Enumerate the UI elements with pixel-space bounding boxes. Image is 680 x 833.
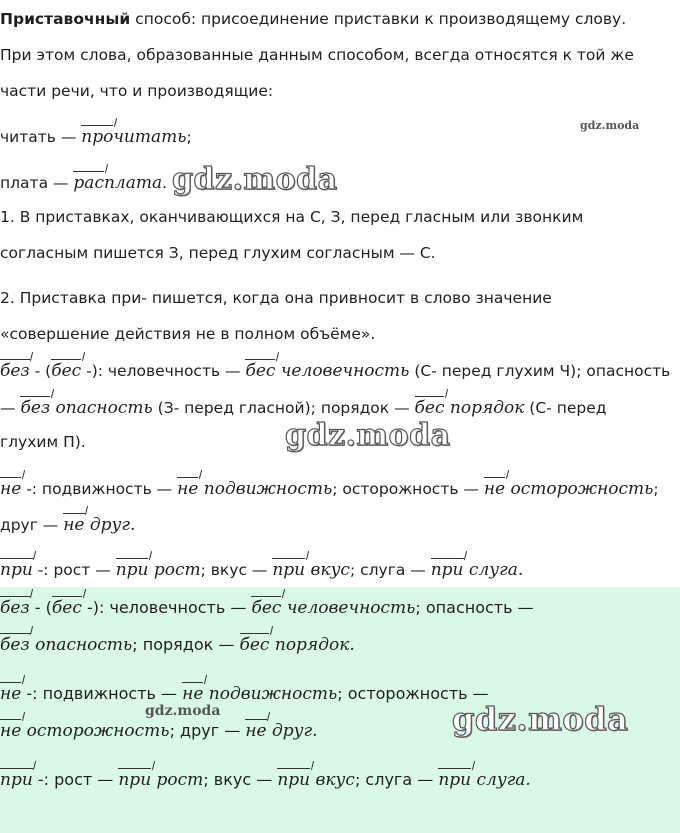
text: ; друг — bbox=[169, 721, 246, 740]
prefix-mark: бес bbox=[52, 595, 82, 619]
word-stem: порядок bbox=[444, 398, 525, 418]
text: ; bbox=[653, 480, 659, 498]
prefix-mark: про bbox=[81, 124, 113, 148]
word-stem: человечность bbox=[281, 598, 416, 618]
example-plata bbox=[0, 170, 167, 194]
word-stem: друг. bbox=[84, 515, 136, 535]
text: друг — bbox=[0, 516, 64, 534]
word-stem: осторожность bbox=[505, 479, 654, 499]
term-definition: способ: присоединение приставки к производящему слову. bbox=[130, 10, 627, 28]
prefix-mark: не bbox=[484, 476, 505, 500]
text: ; порядок — bbox=[132, 635, 240, 654]
prefix-mark: бес bbox=[245, 358, 275, 382]
text: ; вкус — bbox=[203, 770, 278, 789]
rule1-line-2: согласным пишется З, перед глухим согласным — С. bbox=[0, 244, 436, 262]
text: ; вкус — bbox=[200, 561, 273, 579]
green-bez-line-2 bbox=[0, 632, 355, 656]
word-stem: рост bbox=[148, 560, 201, 580]
term-bold: Приставочный bbox=[0, 10, 131, 28]
text: -: подвижность — bbox=[21, 684, 183, 703]
text: — bbox=[0, 399, 21, 417]
rule2-line-2: «совершение действия не в полном объёме». bbox=[0, 325, 376, 343]
text: -: рост — bbox=[32, 770, 119, 789]
text: -: подвижность — bbox=[21, 480, 178, 498]
prefix-mark: бес bbox=[240, 632, 270, 656]
text: (С- перед глухим Ч); опасность bbox=[409, 362, 671, 380]
word-stem: осторожность bbox=[21, 721, 170, 741]
watermark-large: gdz.moda bbox=[285, 418, 451, 453]
example-stem: читать bbox=[113, 127, 187, 147]
watermark-large: gdz.moda bbox=[172, 162, 338, 197]
word-stem: порядок. bbox=[269, 635, 355, 655]
prefix-mark: при bbox=[272, 557, 305, 581]
example-source: плата — bbox=[0, 174, 74, 192]
prefix-mark: не bbox=[0, 681, 21, 705]
prefix-mark: не bbox=[0, 476, 21, 500]
prefix-mark: рас bbox=[73, 170, 104, 194]
word-stem: рост bbox=[151, 770, 204, 790]
text: ; опасность — bbox=[415, 598, 534, 617]
prefix-mark: не bbox=[177, 476, 198, 500]
prefix-mark: не bbox=[245, 718, 266, 742]
word-stem: подвижность bbox=[203, 684, 338, 704]
prefix-mark: при bbox=[0, 767, 33, 791]
green-bez-line-1 bbox=[0, 595, 534, 619]
word-stem: слуга. bbox=[463, 560, 524, 580]
intro-line-2: При этом слова, образованные данным способом, всегда относятся к той же bbox=[0, 46, 634, 64]
prefix-mark: при bbox=[277, 767, 310, 791]
green-ne-line-1 bbox=[0, 681, 489, 705]
prefix-mark: без bbox=[20, 395, 50, 419]
green-pri-line bbox=[0, 767, 531, 791]
prefix-mark: бес bbox=[251, 595, 281, 619]
prefix-mark: не bbox=[0, 718, 21, 742]
word-stem: вкус bbox=[305, 560, 350, 580]
prefix-mark: без bbox=[0, 595, 30, 619]
word-stem: слуга. bbox=[471, 770, 531, 790]
watermark-small: gdz.moda bbox=[145, 703, 221, 719]
word-stem: человечность bbox=[275, 361, 410, 381]
prefix-mark: без bbox=[0, 358, 30, 382]
punct: ; bbox=[186, 128, 192, 146]
text: -: рост — bbox=[32, 561, 116, 579]
text: ; слуга — bbox=[354, 770, 439, 789]
word-stem: подвижность bbox=[198, 479, 333, 499]
bez-line-1 bbox=[0, 358, 670, 382]
prefix-mark: при bbox=[431, 557, 464, 581]
text: (С- перед bbox=[524, 399, 607, 417]
word-stem: друг. bbox=[266, 721, 318, 741]
example-chitat bbox=[0, 124, 192, 148]
ne-line-2 bbox=[0, 512, 135, 536]
example-source: читать — bbox=[0, 128, 82, 146]
rule2-line-1: 2. Приставка при- пишется, когда она привносит в слово значение bbox=[0, 289, 552, 307]
word-stem: опасность bbox=[50, 398, 153, 418]
text: -): человечность — bbox=[81, 362, 246, 380]
prefix-mark: не bbox=[63, 512, 84, 536]
watermark-large: gdz.moda bbox=[452, 700, 629, 738]
prefix-mark: бес bbox=[415, 395, 445, 419]
text: ; осторожность — bbox=[332, 480, 484, 498]
green-ne-line-2 bbox=[0, 718, 318, 742]
prefix-mark: не bbox=[182, 681, 203, 705]
prefix-mark: при bbox=[0, 557, 33, 581]
prefix-mark: без bbox=[0, 632, 30, 656]
word-stem: опасность bbox=[29, 635, 133, 655]
rule1-line-1: 1. В приставках, оканчивающихся на С, З, перед гласным или звонким bbox=[0, 208, 584, 226]
bez-line-2 bbox=[0, 395, 606, 419]
bez-line-3: глухим П). bbox=[0, 433, 86, 451]
prefix-mark: бес bbox=[51, 358, 81, 382]
intro-line-3: части речи, что и производящие: bbox=[0, 82, 274, 100]
intro-line-1 bbox=[0, 8, 626, 30]
example-stem: плата bbox=[103, 173, 163, 193]
text: (З- перед гласной); порядок — bbox=[152, 399, 415, 417]
pri-line bbox=[0, 557, 523, 581]
prefix-mark: при bbox=[118, 767, 151, 791]
prefix-mark: при bbox=[116, 557, 149, 581]
text: - ( bbox=[29, 598, 52, 617]
prefix-mark: при bbox=[438, 767, 471, 791]
text: - ( bbox=[29, 362, 52, 380]
text: ; слуга — bbox=[349, 561, 431, 579]
word-stem: вкус bbox=[310, 770, 355, 790]
punct: . bbox=[162, 174, 168, 192]
watermark-small: gdz.moda bbox=[580, 119, 640, 132]
ne-line-1 bbox=[0, 476, 659, 500]
text: ; осторожность — bbox=[337, 684, 489, 703]
text: -): человечность — bbox=[81, 598, 252, 617]
